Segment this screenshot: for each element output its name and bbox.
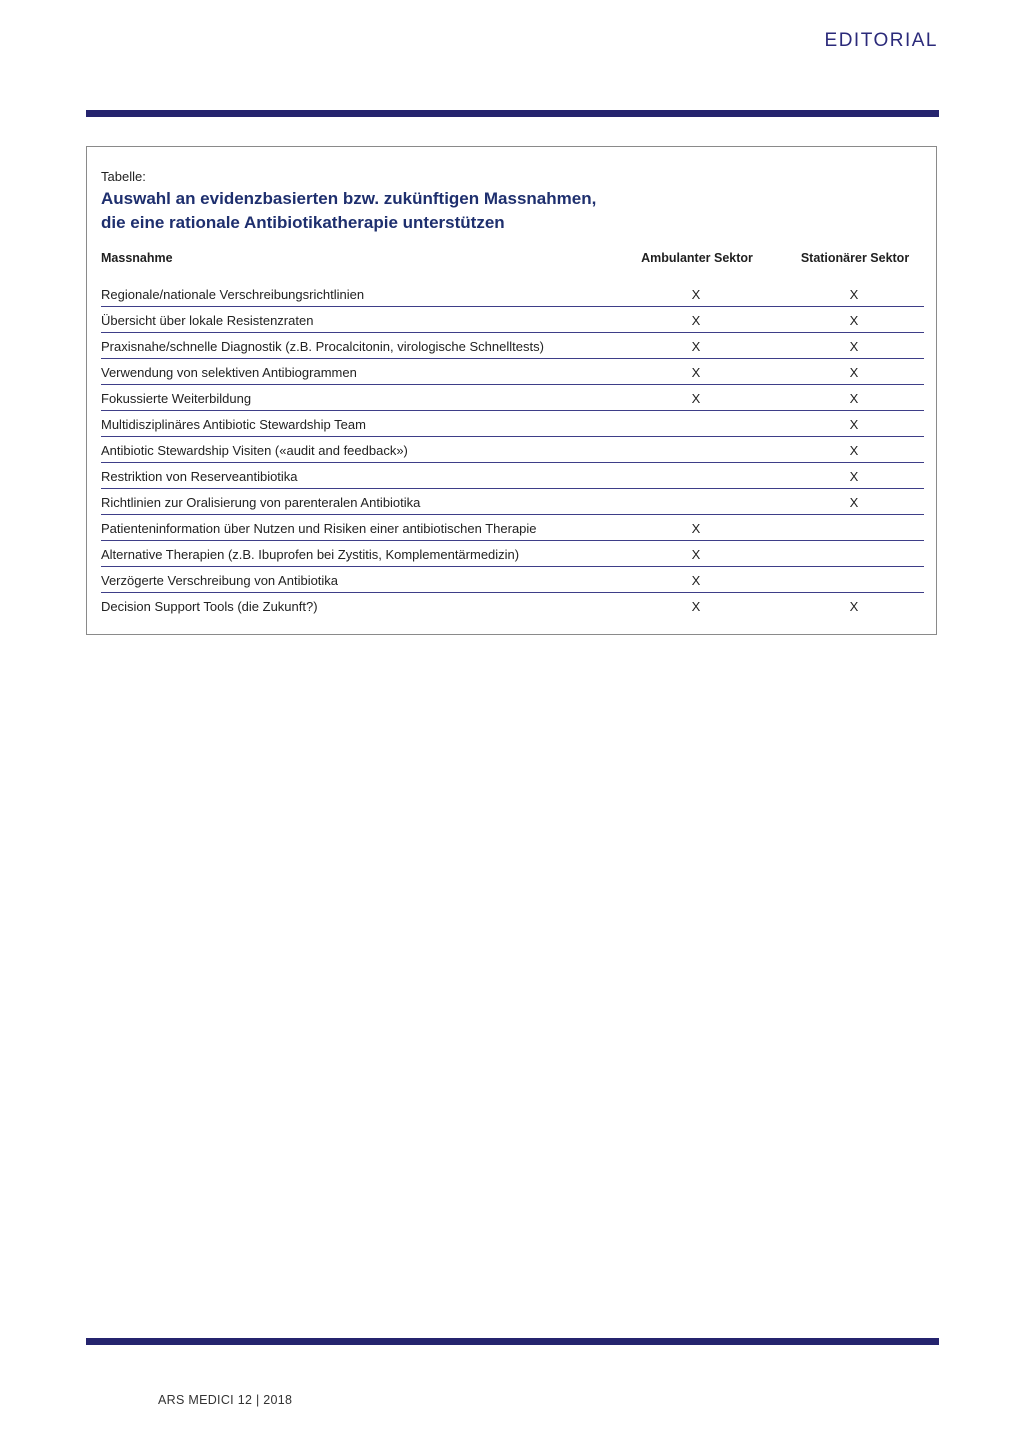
row-mark-stationaer: X: [849, 339, 859, 354]
table-row: [101, 333, 924, 359]
footer-issue: ARS MEDICI 12 | 2018: [158, 1393, 293, 1407]
row-name: Verzögerte Verschreibung von Antibiotika: [101, 573, 339, 588]
table-row: [101, 489, 924, 515]
row-mark-ambulant: X: [691, 573, 701, 588]
row-name: Decision Support Tools (die Zukunft?): [101, 599, 318, 614]
column-header-massnahme: Massnahme: [101, 251, 173, 265]
row-mark-ambulant: X: [691, 287, 701, 302]
table-title-line2: die eine rationale Antibiotikatherapie unterstützen: [101, 213, 505, 232]
row-mark-ambulant: X: [691, 521, 701, 536]
row-mark-ambulant: X: [691, 339, 701, 354]
row-name: Übersicht über lokale Resistenzraten: [101, 313, 314, 328]
row-name: Restriktion von Reserveantibiotika: [101, 469, 298, 484]
row-mark-stationaer: X: [849, 391, 859, 406]
section-label: EDITORIAL: [824, 30, 938, 51]
table-row: [101, 515, 924, 541]
row-name: Alternative Therapien (z.B. Ibuprofen bei Zystitis, Komplementärmedizin): [101, 547, 520, 562]
row-mark-stationaer: X: [849, 599, 859, 614]
row-name: Regionale/nationale Verschreibungsrichtlinien: [101, 287, 365, 302]
row-mark-ambulant: X: [691, 313, 701, 328]
table-body: [101, 281, 924, 618]
row-mark-stationaer: X: [849, 495, 859, 510]
row-name: Antibiotic Stewardship Visiten («audit and feedback»): [101, 443, 408, 458]
table-row: [101, 281, 924, 307]
row-name: Verwendung von selektiven Antibiogrammen: [101, 365, 357, 380]
table-title-line1: Auswahl an evidenzbasierten bzw. zukünftigen Massnahmen,: [101, 189, 597, 208]
row-mark-ambulant: X: [691, 547, 701, 562]
table-row: [101, 463, 924, 489]
row-name: Richtlinien zur Oralisierung von parenteralen Antibiotika: [101, 495, 421, 510]
row-mark-stationaer: X: [849, 443, 859, 458]
row-mark-stationaer: X: [849, 365, 859, 380]
column-header-stationaer: Stationärer Sektor: [800, 251, 910, 265]
table-caption: Tabelle:: [101, 169, 146, 184]
table-row: [101, 359, 924, 385]
table-row: [101, 541, 924, 567]
row-mark-ambulant: X: [691, 365, 701, 380]
table-row: [101, 567, 924, 593]
row-name: Patienteninformation über Nutzen und Risiken einer antibiotischen Therapie: [101, 521, 537, 536]
column-header-ambulant: Ambulanter Sektor: [641, 251, 753, 265]
row-mark-stationaer: X: [849, 313, 859, 328]
table-box: [86, 146, 937, 635]
table-row: [101, 593, 924, 618]
row-mark-ambulant: X: [691, 599, 701, 614]
bottom-rule: [86, 1338, 939, 1345]
row-mark-stationaer: X: [849, 287, 859, 302]
table-row: [101, 385, 924, 411]
row-mark-ambulant: X: [691, 391, 701, 406]
row-mark-stationaer: X: [849, 469, 859, 484]
row-mark-stationaer: X: [849, 417, 859, 432]
top-rule: [86, 110, 939, 117]
row-name: Praxisnahe/schnelle Diagnostik (z.B. Procalcitonin, virologische Schnelltests): [101, 339, 544, 354]
table-row: [101, 437, 924, 463]
table-title: [101, 187, 801, 235]
table-row: [101, 307, 924, 333]
row-name: Multidisziplinäres Antibiotic Stewardship Team: [101, 417, 366, 432]
table-row: [101, 411, 924, 437]
row-name: Fokussierte Weiterbildung: [101, 391, 252, 406]
